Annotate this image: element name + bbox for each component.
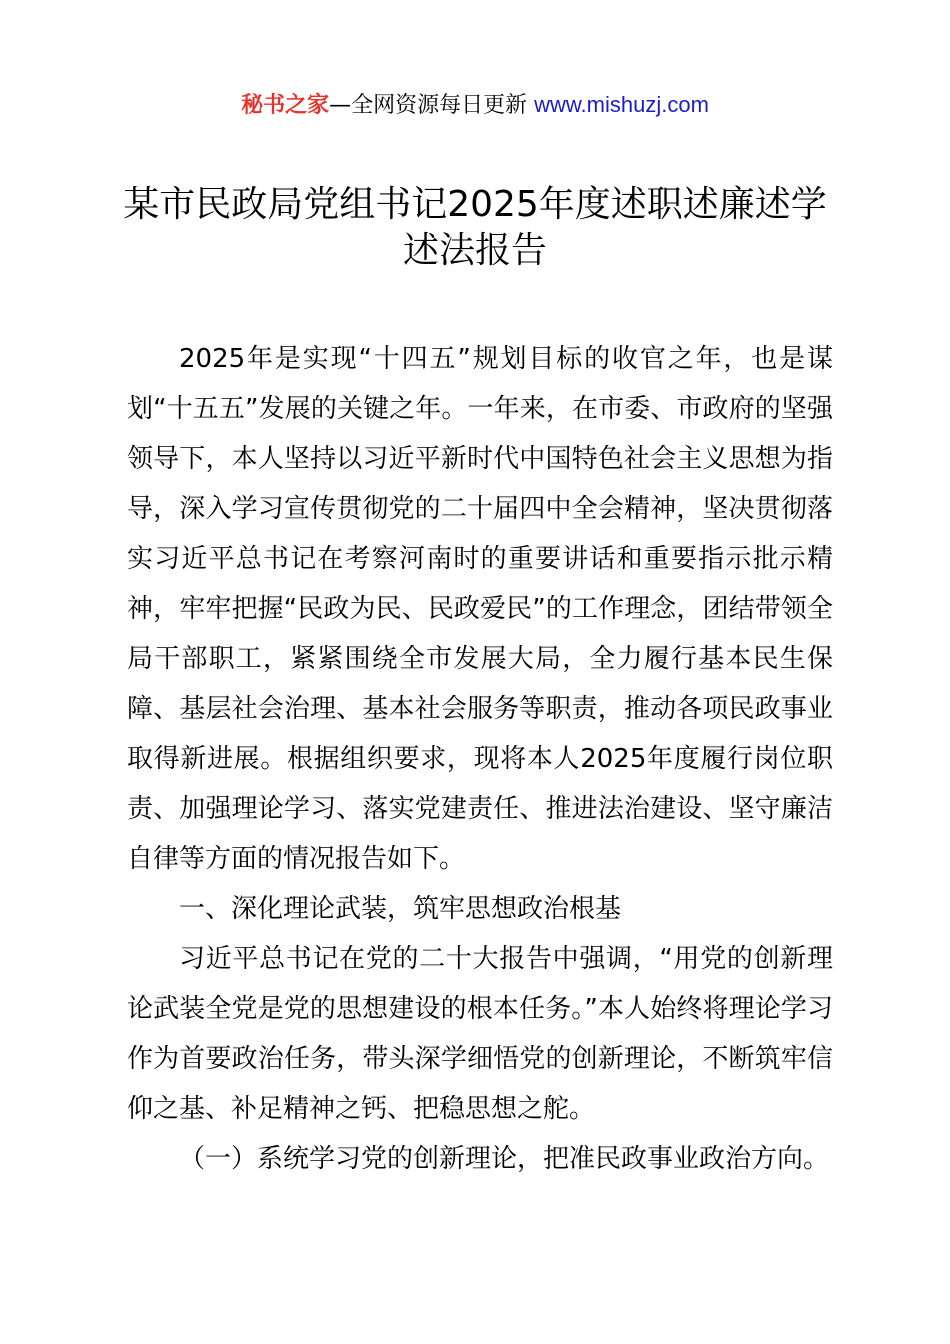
intro-paragraph: 2025年是实现“十四五”规划目标的收官之年，也是谋划“十五五”发展的关键之年。一年来，在市委、市政府的坚强领导下，本人坚持以习近平新时代中国特色社会主义思想为指导，深入学习宣传贯彻党的二十届四中全会精神，坚决贯彻落实习近平总书记在考察河南时的重要讲话和重要指示批示精神，牢牢把握“民政为民、民政爱民”的工作理念，团结带领全局干部职工，紧紧围绕全市发展大局，全力履行基本民生保障、基层社会治理、基本社会服务等职责，推动各项民政事业取得新进展。根据组织要求，现将本人2025年度履行岗位职责、加强理论学习、落实党建责任、推进法治建设、坚守廉洁自律等方面的情况报告如下。 xyxy=(127,344,833,874)
section-1-paragraph: 习近平总书记在党的二十大报告中强调，“用党的创新理论武装全党是党的思想建设的根本任务。”本人始终将理论学习作为首要政治任务，带头深学细悟党的创新理论，不断筑牢信仰之基、补足精神之钙、把稳思想之舵。 xyxy=(127,944,833,1124)
section-heading-1: 一、深化理论武装，筑牢思想政治根基 xyxy=(179,894,622,924)
document-title: 某市民政局党组书记2025年度述职述廉述学述法报告 xyxy=(123,184,827,271)
document-body xyxy=(127,334,833,1184)
site-header xyxy=(0,88,950,123)
brand-name: 秘书之家 xyxy=(241,93,330,118)
site-url-link[interactable]: www.mishuzj.com xyxy=(534,92,709,117)
header-tagline: —全网资源每日更新 xyxy=(329,93,528,118)
subsection-heading-1: （一）系统学习党的创新理论，把准民政事业政治方向。 xyxy=(179,1144,830,1174)
